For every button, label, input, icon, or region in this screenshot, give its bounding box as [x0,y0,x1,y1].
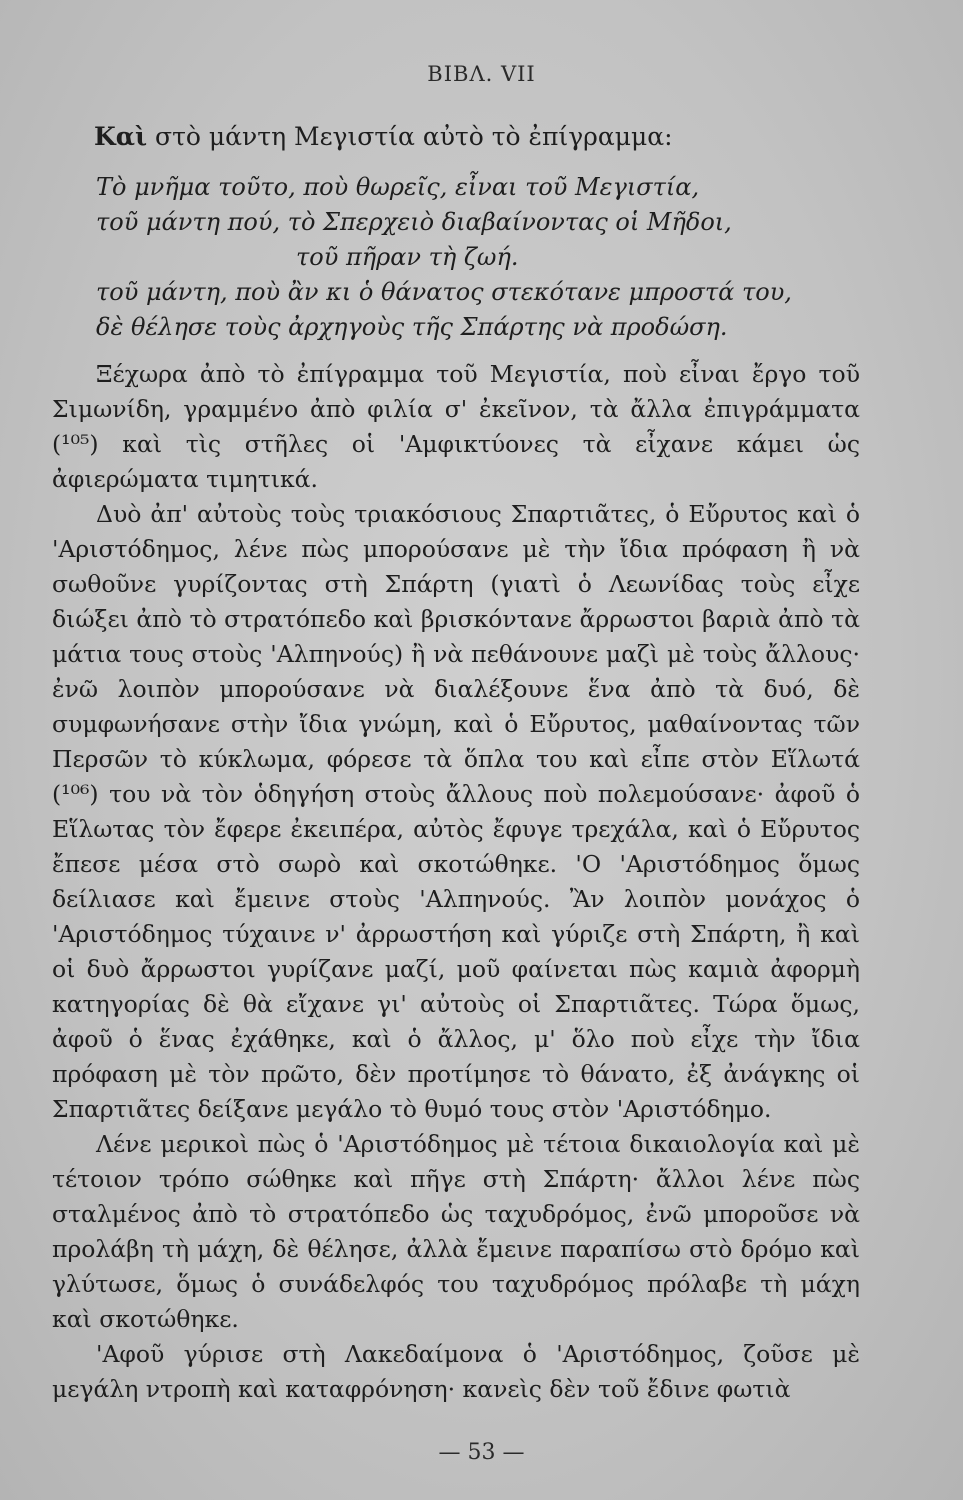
epigram-line: Τὸ μνῆμα τοῦτο, ποὺ θωρεῖς, εἶναι τοῦ Μεγιστία, [96,173,700,201]
epigram-block [52,170,860,345]
page-body [52,118,860,1407]
page-number: — 53 — [438,1440,525,1465]
epigram-line: τοῦ μάντη πού, τὸ Σπερχειὸ διαβαίνοντας οἱ Μῆδοι, [96,208,732,236]
paragraph: Δυὸ ἀπ' αὐτοὺς τοὺς τριακόσιους Σπαρτιᾶτες, ὁ Εὔρυτος καὶ ὁ 'Αριστόδημος, λένε πὼς μπορούσανε μὲ τὴν ἴδια πρόφαση ἢ νὰ σωθοῦνε γυρίζοντας στὴ Σπάρτη (γιατὶ ὁ Λεωνίδας τοὺς εἶχε διώξει ἀπὸ τὸ στρατόπεδο καὶ βρισκόντανε ἄρρωστοι βαριὰ ἀπὸ τὰ μάτια τους στοὺς 'Αλπηνούς) ἢ νὰ πεθάνουνε μαζὶ μὲ τοὺς ἄλλους· ἐνῶ λοιπὸν μπορούσανε νὰ διαλέξουνε ἕνα ἀπὸ τὰ δυό, δὲ συμφωνήσανε στὴν ἴδια γνώμη, καὶ ὁ Εὔρυτος, μαθαίνοντας τῶν Περσῶν τὸ κύκλωμα, φόρεσε τὰ ὅπλα του καὶ εἶπε στὸν Εἵλωτά (¹⁰⁶) του νὰ τὸν ὁδηγήση στοὺς ἄλλους ποὺ πολεμούσανε· ἀφοῦ ὁ Εἵλωτας τὸν ἔφερε ἐκειπέρα, αὐτὸς ἔφυγε τρεχάλα, καὶ ὁ Εὔρυτος ἔπεσε μέσα στὸ σωρὸ καὶ σκοτώθηκε. 'Ο 'Αριστόδημος ὅμως δείλιασε καὶ ἔμεινε στοὺς 'Αλπηνούς. Ἂν λοιπὸν μονάχος ὁ 'Αριστόδημος τύχαινε ν' ἀρρωστήση καὶ γύριζε στὴ Σπάρτη, ἢ καὶ οἱ δυὸ ἄρρωστοι γυρίζανε μαζί, μοῦ φαίνεται πὼς καμιὰ ἀφορμὴ κατηγορίας δὲ θὰ εἴχανε γι' αὐτοὺς οἱ Σπαρτιᾶτες. Τώρα ὅμως, ἀφοῦ ὁ ἕνας ἐχάθηκε, καὶ ὁ ἄλλος, μ' ὅλο ποὺ εἶχε τὴν ἴδια πρόφαση μὲ τὸν πρῶτο, δὲν προτίμησε τὸ θάνατο, ἐξ ἀνάγκης οἱ Σπαρτιᾶτες δείξανε μεγάλο τὸ θυμό τους στὸν 'Αριστόδημο. [52,500,860,1123]
intro-text: στὸ μάντη Μεγιστία αὐτὸ τὸ ἐπίγραμμα: [147,122,673,151]
intro-bold-lead: Καὶ [94,122,148,151]
paragraph: Λένε μερικοὶ πὼς ὁ 'Αριστόδημος μὲ τέτοια δικαιολογία καὶ μὲ τέτοιον τρόπο σώθηκε καὶ πῆγε στὴ Σπάρτη· ἄλλοι λένε πὼς σταλμένος ἀπὸ τὸ στρατόπεδο ὡς ταχυδρόμος, ἐνῶ μποροῦσε νὰ προλάβη τὴ μάχη, δὲ θέλησε, ἀλλὰ ἔμεινε παραπίσω στὸ δρόμο καὶ γλύτωσε, ὅμως ὁ συνάδελφός του ταχυδρόμος πρόλαβε τὴ μάχη καὶ σκοτώθηκε. [52,1130,860,1333]
epigram-line: τοῦ μάντη, ποὺ ἂν κι ὁ θάνατος στεκότανε μπροστά του, [96,278,792,306]
epigram-intro [94,118,860,156]
epigram-line: τοῦ πῆραν τὴ ζωή. [296,243,519,271]
running-header: BIBΛ. VII [427,62,536,86]
epigram-line: δὲ θέλησε τοὺς ἀρχηγοὺς τῆς Σπάρτης νὰ προδώση. [96,313,728,341]
paragraph: Ξέχωρα ἀπὸ τὸ ἐπίγραμμα τοῦ Μεγιστία, ποὺ εἶναι ἔργο τοῦ Σιμωνίδη, γραμμένο ἀπὸ φιλία σ' ἐκεῖνον, τὰ ἄλλα ἐπιγράμματα (¹⁰⁵) καὶ τὶς στῆλες οἱ 'Αμφικτύονες τὰ εἶχανε κάμει ὡς ἀφιερώματα τιμητικά. [52,360,860,493]
paragraph: 'Αφοῦ γύρισε στὴ Λακεδαίμονα ὁ 'Αριστόδημος, ζοῦσε μὲ μεγάλη ντροπὴ καὶ καταφρόνηση· κανεὶς δὲν τοῦ ἔδινε φωτιὰ [52,1340,860,1403]
